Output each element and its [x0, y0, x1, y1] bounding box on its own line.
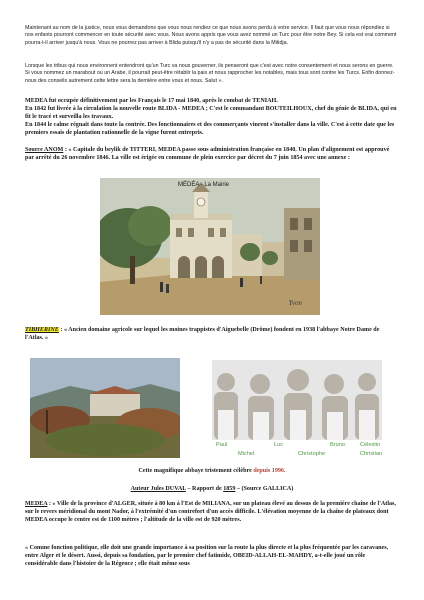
abbey-caption-text: Cette magnifique abbaye tristement célèbre: [138, 468, 254, 474]
intro-paragraph-1: Maintenant au nom de la justice, nous vous demandons que vous nous rendiez ce que nous avons perdu à votre service. Il faut que vous nous répondiez si nos enfants pourront commencer en toute sécurité avec vous. Nous avons appris que vous avez nommé un Turc pour être notre Bey. Si cela est vrai comment pourra-t-il arriver jusqu'à nous. Vous ne pourrez pas arriver à Blida puisqu'il n'y a pas de sécurité dans la Mitidja.: [25, 25, 397, 46]
anom-label: Source ANOM: [25, 147, 64, 153]
abbey-photo: [30, 358, 180, 458]
abbey-illustration: [30, 358, 180, 458]
politics-paragraph: « Comme fonction politique, elle doit une grande importance à sa position sur la route la plus directe et la plus fréquentée par les caravanes, entre Alger et le désert. Aussi, depuis sa fondation, par le premier chef fatimide, OBEID-ALLAH-EL-MAHDY, a-t-elle joué un rôle considérable dans l'histoire de la Régence ; elle était même sous: [25, 545, 389, 568]
medea-description: [25, 500, 399, 524]
tibherine-label: TIBHERINE: [25, 327, 59, 333]
abbey-caption-year: depuis 1996.: [253, 468, 286, 474]
monk-name: Célestin: [360, 442, 381, 448]
duval-source: [25, 486, 399, 492]
monk-name: Christian: [360, 451, 383, 457]
monk-name: Christophe: [298, 451, 326, 457]
postcard-title: MÉDÉA - La Mairie: [178, 182, 230, 188]
postcard-mairie-photo: [100, 178, 320, 315]
monk-name: Bruno: [330, 442, 345, 448]
duval-source-text: – (Source GALLICA): [235, 486, 294, 492]
monk-name: Michel: [238, 451, 255, 457]
monk-names: [212, 442, 392, 462]
history-line-2: En 1842 fut livrée à la circulation la nouvelle route BLIDA - MEDEA ; C'est le commandant BOUTEILHOUX, chef du génie de BLIDA, qui en fit le tracé et surveilla les travaux.: [25, 106, 397, 121]
anom-paragraph: [25, 146, 399, 162]
anom-text: : « Capitale du beylik de TITTERI, MEDEA passe sous administration française en 1840. Un plan d'alignement est approuvé par arrêté du 26 novembre 1846. La ville est érigée en commune de plein exercice par décret du 7 juin 1854 avec une annexe :: [25, 147, 390, 162]
monk-name: Luc: [274, 442, 284, 448]
intro-paragraph-2: Lorsque les tribus qui nous environnent entendront qu'un Turc va nous gouverner, ils penseront que c'est avec notre consentement et nous serons en guerre. Si vous nommez un marabout ou un Arabe, il pourrait peut-être rétablir la paix et nous rapprocher les notables, mais tous sont contre les Turcs. Enfin donnez-nous des conseils autrement cette lettre sera la dernière entre vous et nous. Salut ».: [25, 63, 395, 84]
postcard-signature: Yvon: [288, 299, 302, 307]
medea-label: MEDEA: [25, 501, 48, 507]
history-line-3: En 1844 le calme régnait dans toute la contrée. Des fonctionnaires et des commerçants vinrent s'installer dans la ville. C'est à cette date que les premiers essais de plantation rationnelle de la vigne furent entrepris.: [25, 122, 395, 137]
medea-text: : « Ville de la province d'ALGER, située à 80 km à l'Est de MILIANA, sur un plateau élevé au dessus de la première chaîne de l'Atlas, sur le revers méridional du mont Nador, à l'extrémité d'un contrefort d'un accès difficile. L'élévation moyenne de la chaîne de plateaux dont MEDEA occupe le centre est de 1100 mètres ; l'altitude de la ville est de 920 mètres.: [25, 501, 396, 524]
monk-name: Paul: [216, 442, 228, 448]
monks-illustration: [212, 360, 382, 440]
history-line-1: MEDEA fut occupée définitivement par les Français le 17 mai 1840, après le combat de TENIAH.: [25, 98, 278, 104]
duval-year: 1859: [223, 486, 236, 492]
tibherine-paragraph: [25, 326, 399, 342]
postcard-illustration: [100, 178, 320, 315]
monks-photo: [212, 360, 382, 440]
duval-label: Auteur Jules DUVAL: [130, 486, 186, 492]
abbey-caption: [25, 468, 399, 474]
tibherine-text: : « Ancien domaine agricole sur lequel les moines trappistes d'Aiguebelle (Drôme) fondent en 1938 l'abbaye Notre Dame de l'Atlas. »: [25, 327, 380, 342]
duval-mid: – Rapport de: [185, 486, 224, 492]
